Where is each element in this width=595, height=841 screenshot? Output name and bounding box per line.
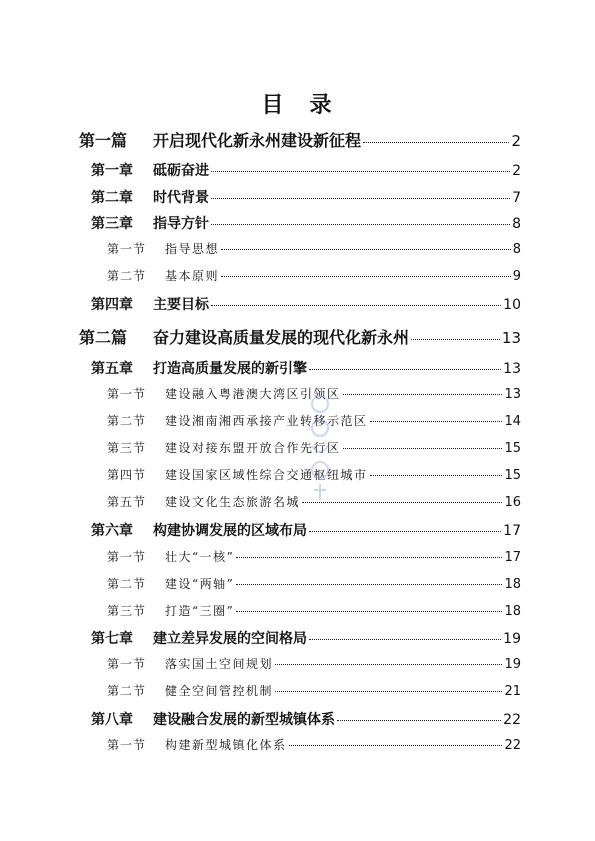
toc-page-number: 18 bbox=[504, 577, 521, 592]
toc-dot-leader bbox=[337, 720, 501, 721]
toc-entry-chap[interactable] bbox=[91, 213, 521, 233]
toc-entry-heading bbox=[107, 736, 287, 753]
toc-entry-label: 第一节 bbox=[107, 242, 147, 256]
toc-entry-label: 第二篇 bbox=[79, 328, 128, 347]
toc-entry-chap[interactable] bbox=[91, 187, 521, 207]
toc-page-number: 2 bbox=[511, 132, 521, 150]
toc-entry-sec[interactable] bbox=[107, 412, 521, 429]
toc-dot-leader bbox=[289, 745, 503, 746]
toc-entry-label: 第七章 bbox=[91, 631, 133, 647]
toc-page-number: 17 bbox=[504, 550, 521, 565]
toc-page-number: 14 bbox=[504, 414, 521, 429]
toc-entry-title: 壮大“一核” bbox=[165, 550, 235, 564]
toc-entry-heading bbox=[91, 358, 307, 378]
toc-entry-chap[interactable] bbox=[91, 709, 521, 729]
toc-entry-heading bbox=[107, 602, 234, 619]
toc-entry-title: 构建协调发展的区域布局 bbox=[153, 523, 307, 539]
toc-page-number: 7 bbox=[512, 190, 521, 206]
toc-dot-leader bbox=[343, 394, 503, 395]
toc-entry-title: 打造高质量发展的新引擎 bbox=[153, 361, 307, 377]
toc-entry-sec[interactable] bbox=[107, 385, 521, 402]
toc-entry-heading bbox=[107, 548, 234, 565]
toc-page-number: 15 bbox=[504, 441, 521, 456]
toc-page-number: 15 bbox=[504, 468, 521, 483]
toc-entry-title: 建设对接东盟开放合作先行区 bbox=[165, 441, 341, 455]
toc-dot-leader bbox=[211, 198, 510, 199]
toc-dot-leader bbox=[363, 142, 509, 143]
toc-entry-chap[interactable] bbox=[91, 628, 521, 648]
toc-entry-label: 第三节 bbox=[107, 604, 147, 618]
toc-entry-sec[interactable] bbox=[107, 655, 521, 672]
toc-entry-heading bbox=[107, 412, 368, 429]
toc-page-number: 19 bbox=[504, 657, 521, 672]
toc-entry-title: 指导方针 bbox=[153, 216, 209, 232]
toc-entry-label: 第一节 bbox=[107, 738, 147, 752]
toc-entry-heading bbox=[79, 325, 409, 348]
toc-dot-leader bbox=[221, 249, 511, 250]
toc-entry-sec[interactable] bbox=[107, 267, 521, 284]
toc-dot-leader bbox=[211, 305, 501, 306]
toc-entry-label: 第一章 bbox=[91, 163, 133, 179]
toc-entry-sec[interactable] bbox=[107, 240, 521, 257]
toc-page-number: 22 bbox=[503, 712, 521, 728]
toc-entry-title: 基本原则 bbox=[165, 269, 220, 283]
toc-page-number: 22 bbox=[504, 738, 521, 753]
toc-entry-heading bbox=[107, 240, 219, 257]
toc-entry-label: 第一节 bbox=[107, 657, 147, 671]
toc-entry-label: 第三章 bbox=[91, 216, 133, 232]
toc-entry-part[interactable] bbox=[79, 325, 521, 348]
toc-entry-title: 建设融入粤港澳大湾区引领区 bbox=[165, 387, 341, 401]
toc-entry-heading bbox=[91, 709, 335, 729]
toc-dot-leader bbox=[370, 475, 503, 476]
toc-dot-leader bbox=[343, 448, 503, 449]
toc-dot-leader bbox=[275, 691, 502, 692]
toc-page-number: 8 bbox=[512, 242, 521, 257]
toc-page-number: 21 bbox=[504, 684, 521, 699]
toc-entry-sec[interactable] bbox=[107, 548, 521, 565]
toc-entry-label: 第一篇 bbox=[79, 131, 128, 150]
toc-entry-title: 建设文化生态旅游名城 bbox=[165, 495, 301, 509]
toc-dot-leader bbox=[309, 531, 501, 532]
toc-page-number: 13 bbox=[501, 329, 521, 347]
toc-page-number: 2 bbox=[512, 163, 521, 179]
toc-entry-title: 开启现代化新永州建设新征程 bbox=[153, 131, 362, 150]
toc-page-number: 8 bbox=[512, 216, 521, 232]
toc-entry-sec[interactable] bbox=[107, 575, 521, 592]
toc-page-number: 16 bbox=[504, 495, 521, 510]
toc-entry-label: 第二章 bbox=[91, 190, 133, 206]
toc-entry-label: 第五章 bbox=[91, 361, 133, 377]
toc-entry-part[interactable] bbox=[79, 128, 521, 151]
toc-entry-title: 砥砺奋进 bbox=[153, 163, 209, 179]
toc-title: 目 录 bbox=[261, 93, 334, 118]
toc-entry-heading bbox=[107, 439, 341, 456]
toc-entry-heading bbox=[91, 187, 209, 207]
toc-entry-chap[interactable] bbox=[91, 160, 521, 180]
toc-dot-leader bbox=[236, 557, 502, 558]
toc-entry-label: 第四节 bbox=[107, 468, 147, 482]
toc-entry-chap[interactable] bbox=[91, 520, 521, 540]
toc-entry-label: 第二节 bbox=[107, 269, 147, 283]
toc-entry-heading bbox=[107, 267, 219, 284]
toc-entry-title: 建设国家区域性综合交通枢纽城市 bbox=[165, 468, 368, 482]
toc-dot-leader bbox=[211, 171, 510, 172]
toc-dot-leader bbox=[411, 339, 500, 340]
toc-dot-leader bbox=[211, 224, 510, 225]
toc-page-number: 9 bbox=[512, 269, 521, 284]
toc-entry-heading bbox=[107, 385, 341, 402]
toc-entry-label: 第四章 bbox=[91, 297, 133, 313]
toc-page-number: 10 bbox=[503, 297, 521, 313]
toc-page-number: 13 bbox=[504, 387, 521, 402]
toc-entry-sec[interactable] bbox=[107, 439, 521, 456]
toc-entry-label: 第二节 bbox=[107, 684, 147, 698]
toc-entry-heading bbox=[79, 128, 361, 151]
toc-entry-title: 奋力建设高质量发展的现代化新永州 bbox=[153, 328, 410, 347]
toc-entry-title: 健全空间管控机制 bbox=[165, 684, 274, 698]
toc-entry-heading bbox=[91, 213, 209, 233]
toc-entry-heading bbox=[107, 575, 234, 592]
toc-entry-heading bbox=[107, 466, 368, 483]
toc-entry-heading bbox=[91, 294, 209, 314]
toc-entry-heading bbox=[91, 520, 307, 540]
toc-entry-label: 第一节 bbox=[107, 550, 147, 564]
toc-entry-sec[interactable] bbox=[107, 682, 521, 699]
toc-entry-title: 建设湘南湘西承接产业转移示范区 bbox=[165, 414, 368, 428]
toc-entry-label: 第二节 bbox=[107, 414, 147, 428]
toc-entry-label: 第八章 bbox=[91, 712, 133, 728]
toc-entry-title: 时代背景 bbox=[153, 190, 209, 206]
toc-entry-label: 第三节 bbox=[107, 441, 147, 455]
toc-dot-leader bbox=[302, 502, 502, 503]
toc-entry-sec[interactable] bbox=[107, 493, 521, 510]
toc-page-number: 17 bbox=[503, 523, 521, 539]
toc-entry-heading bbox=[107, 682, 273, 699]
toc-entry-sec[interactable] bbox=[107, 466, 521, 483]
toc-entry-chap[interactable] bbox=[91, 294, 521, 314]
toc-entry-title: 建设“两轴” bbox=[165, 577, 235, 591]
toc-entry-sec[interactable] bbox=[107, 602, 521, 619]
toc-entry-title: 打造“三圈” bbox=[165, 604, 235, 618]
toc-page-number: 13 bbox=[503, 361, 521, 377]
toc-entry-title: 建立差异发展的空间格局 bbox=[153, 631, 307, 647]
toc-entry-heading bbox=[91, 628, 307, 648]
toc-dot-leader bbox=[309, 369, 501, 370]
toc-page-number: 18 bbox=[504, 604, 521, 619]
toc-entry-heading bbox=[107, 493, 300, 510]
toc-dot-leader bbox=[236, 611, 502, 612]
toc-entry-title: 落实国土空间规划 bbox=[165, 657, 274, 671]
toc-entry-chap[interactable] bbox=[91, 358, 521, 378]
toc-entry-title: 主要目标 bbox=[153, 297, 209, 313]
toc-dot-leader bbox=[370, 421, 503, 422]
toc-dot-leader bbox=[236, 584, 502, 585]
toc-page-number: 19 bbox=[503, 631, 521, 647]
toc-entry-title: 构建新型城镇化体系 bbox=[165, 738, 287, 752]
toc-entry-title: 建设融合发展的新型城镇体系 bbox=[153, 712, 335, 728]
toc-entry-label: 第二节 bbox=[107, 577, 147, 591]
toc-entry-sec[interactable] bbox=[107, 736, 521, 753]
toc-entry-label: 第五节 bbox=[107, 495, 147, 509]
toc-dot-leader bbox=[221, 276, 511, 277]
toc-entry-heading bbox=[107, 655, 273, 672]
toc-entry-heading bbox=[91, 160, 209, 180]
toc-entry-title: 指导思想 bbox=[165, 242, 220, 256]
toc-dot-leader bbox=[309, 639, 501, 640]
toc-entry-label: 第六章 bbox=[91, 523, 133, 539]
toc-dot-leader bbox=[275, 664, 502, 665]
toc-entry-label: 第一节 bbox=[107, 387, 147, 401]
